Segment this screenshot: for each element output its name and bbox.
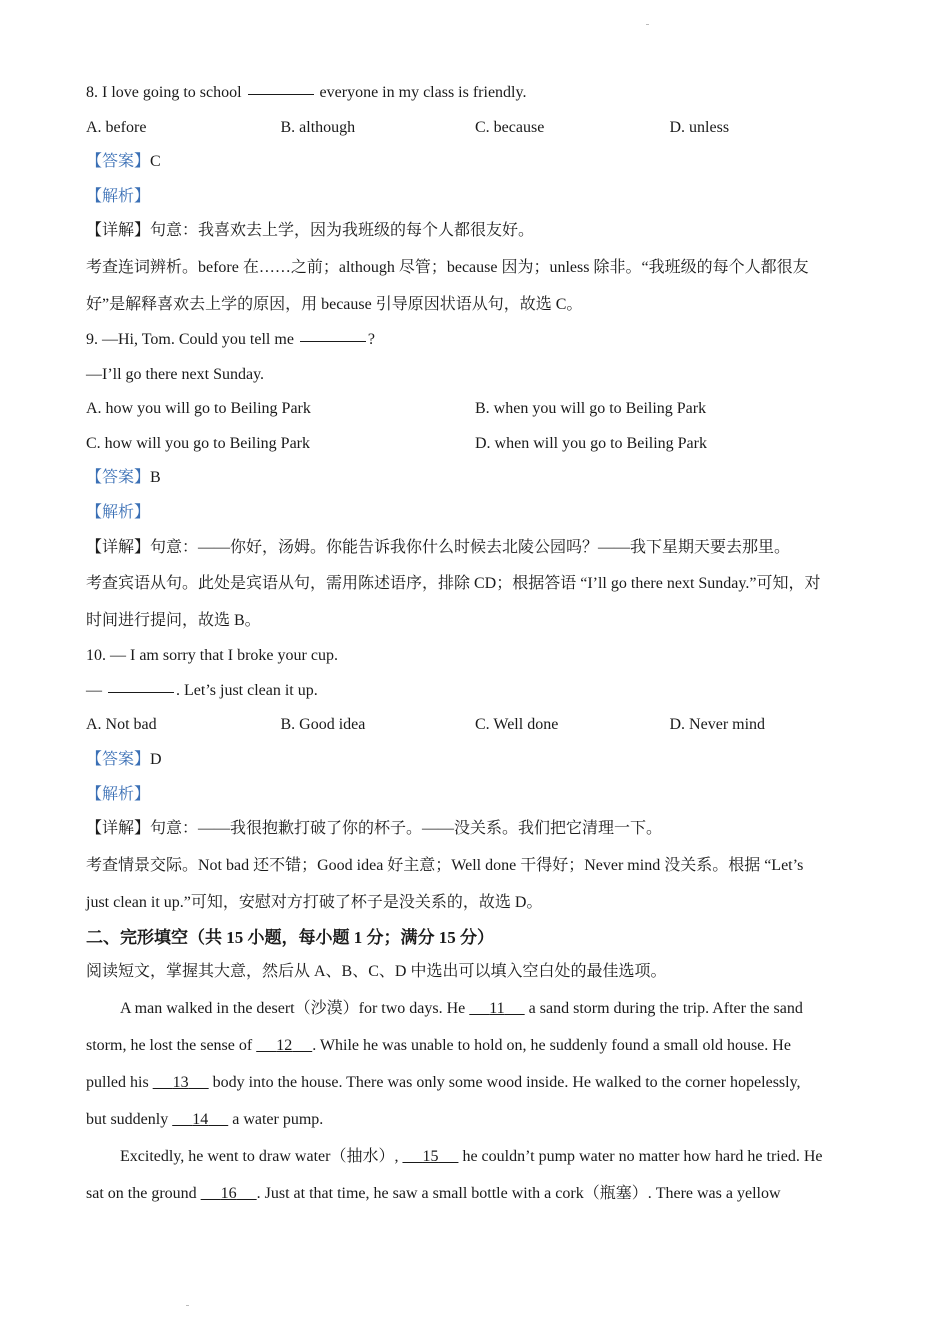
q9-detail: 【详解】句意：——你好，汤姆。你能告诉我你什么时候去北陵公园吗？——我下星期天要去那里。 [86,538,791,556]
answer-blank [108,674,174,693]
cloze-blank-12[interactable]: 12 [276,1036,293,1054]
passage-line-2: storm, he lost the sense of 12 . While he was unable to hold on, he suddenly found a small old house. He [86,1036,791,1054]
passage-line-5: Excitedly, he went to draw water（抽水）, 15 he couldn’t pump water no matter how hard he tried. He [120,1147,823,1165]
q9-analysis-tag: 【解析】 [86,503,151,521]
q9-option-b[interactable]: B. when you will go to Beiling Park [475,400,707,418]
answer-tag: 【答案】 [86,469,151,487]
answer-blank [248,76,314,95]
q9-option-c[interactable]: C. how will you go to Beiling Park [86,434,310,452]
q9-answer [86,461,876,496]
cloze-blank-13[interactable]: 13 [172,1073,189,1091]
q9-reply: —I’ll go there next Sunday. [86,365,265,383]
q10-option-c[interactable]: C. Well done [475,716,559,734]
answer-value: B [150,469,161,487]
q9-stem: 9. —Hi, Tom. Could you tell me ? [86,323,876,358]
q10-option-d[interactable]: D. Never mind [669,716,766,734]
q9-options-row-2 [86,427,876,462]
passage-line-1: A man walked in the desert（沙漠）for two days. He 11 a sand storm during the trip. After the sand [120,999,803,1017]
q10-stem: 10. — I am sorry that I broke your cup. [86,647,338,665]
q10-answer [86,743,876,778]
q10-explain-1: 考查情景交际。Not bad 还不错；Good idea 好主意；Well done 干得好；Never mind 没关系。根据 “Let’s [86,856,804,874]
q9-explain-1: 考查宾语从句。此处是宾语从句，需用陈述语序，排除 CD；根据答语 “I’ll go there next Sunday.”可知，对 [86,575,821,593]
cloze-blank-11[interactable]: 11 [489,999,505,1017]
answer-value: C [150,153,161,171]
q9-option-a[interactable]: A. how you will go to Beiling Park [86,400,311,418]
passage-line-6: sat on the ground 16 . Just at that time, he saw a small bottle with a cork（瓶塞）. There was a yellow [86,1184,781,1202]
passage-line-4: but suddenly 14 a water pump. [86,1110,324,1128]
passage-line-3: pulled his 13 body into the house. There was only some wood inside. He walked to the corner hopelessly, [86,1073,801,1091]
cloze-blank-16[interactable]: 16 [220,1184,237,1202]
q10-detail: 【详解】句意：——我很抱歉打破了你的杯子。——没关系。我们把它清理一下。 [86,820,663,838]
q8-explain-2: 好”是解释喜欢去上学的原因，用 because 引导原因状语从句，故选 C。 [86,295,583,313]
q8-detail: 【详解】句意：我喜欢去上学，因为我班级的每个人都很友好。 [86,222,535,240]
answer-tag: 【答案】 [86,750,151,768]
q8-explain-1: 考查连词辨析。before 在……之前；although 尽管；because 因为；unless 除非。“我班级的每个人都很友 [86,258,809,276]
answer-tag: 【答案】 [86,153,151,171]
q9-option-d[interactable]: D. when will you go to Beiling Park [475,434,707,452]
scan-mark [186,1305,189,1306]
q8-analysis-tag: 【解析】 [86,187,151,205]
answer-value: D [150,750,162,768]
section-title: 二、完形填空（共 15 小题，每小题 1 分；满分 15 分） [86,927,494,947]
answer-blank [300,323,366,342]
cloze-blank-14[interactable]: 14 [192,1110,209,1128]
q9-options-row-1 [86,392,876,427]
q10-explain-2: just clean it up.”可知，安慰对方打破了杯子是没关系的，故选 D。 [86,893,543,911]
q10-reply: — . Let’s just clean it up. [86,674,876,709]
q10-options [86,708,876,743]
q8-option-b[interactable]: B. although [280,118,356,136]
q8-stem: 8. I love going to school everyone in my class is friendly. [86,76,876,111]
q9-explain-2: 时间进行提问，故选 B。 [86,612,261,630]
q8-options [86,111,876,146]
q10-analysis-tag: 【解析】 [86,785,151,803]
scan-mark [646,24,649,25]
q10-option-b[interactable]: B. Good idea [280,716,366,734]
q8-option-c[interactable]: C. because [475,118,545,136]
cloze-blank-15[interactable]: 15 [422,1147,439,1165]
q8-option-a[interactable]: A. before [86,118,147,136]
q10-option-a[interactable]: A. Not bad [86,716,157,734]
q8-option-d[interactable]: D. unless [669,118,730,136]
q8-answer [86,145,876,180]
document-content [86,76,876,1212]
section-instruction: 阅读短文，掌握其大意，然后从 A、B、C、D 中选出可以填入空白处的最佳选项。 [86,963,667,981]
